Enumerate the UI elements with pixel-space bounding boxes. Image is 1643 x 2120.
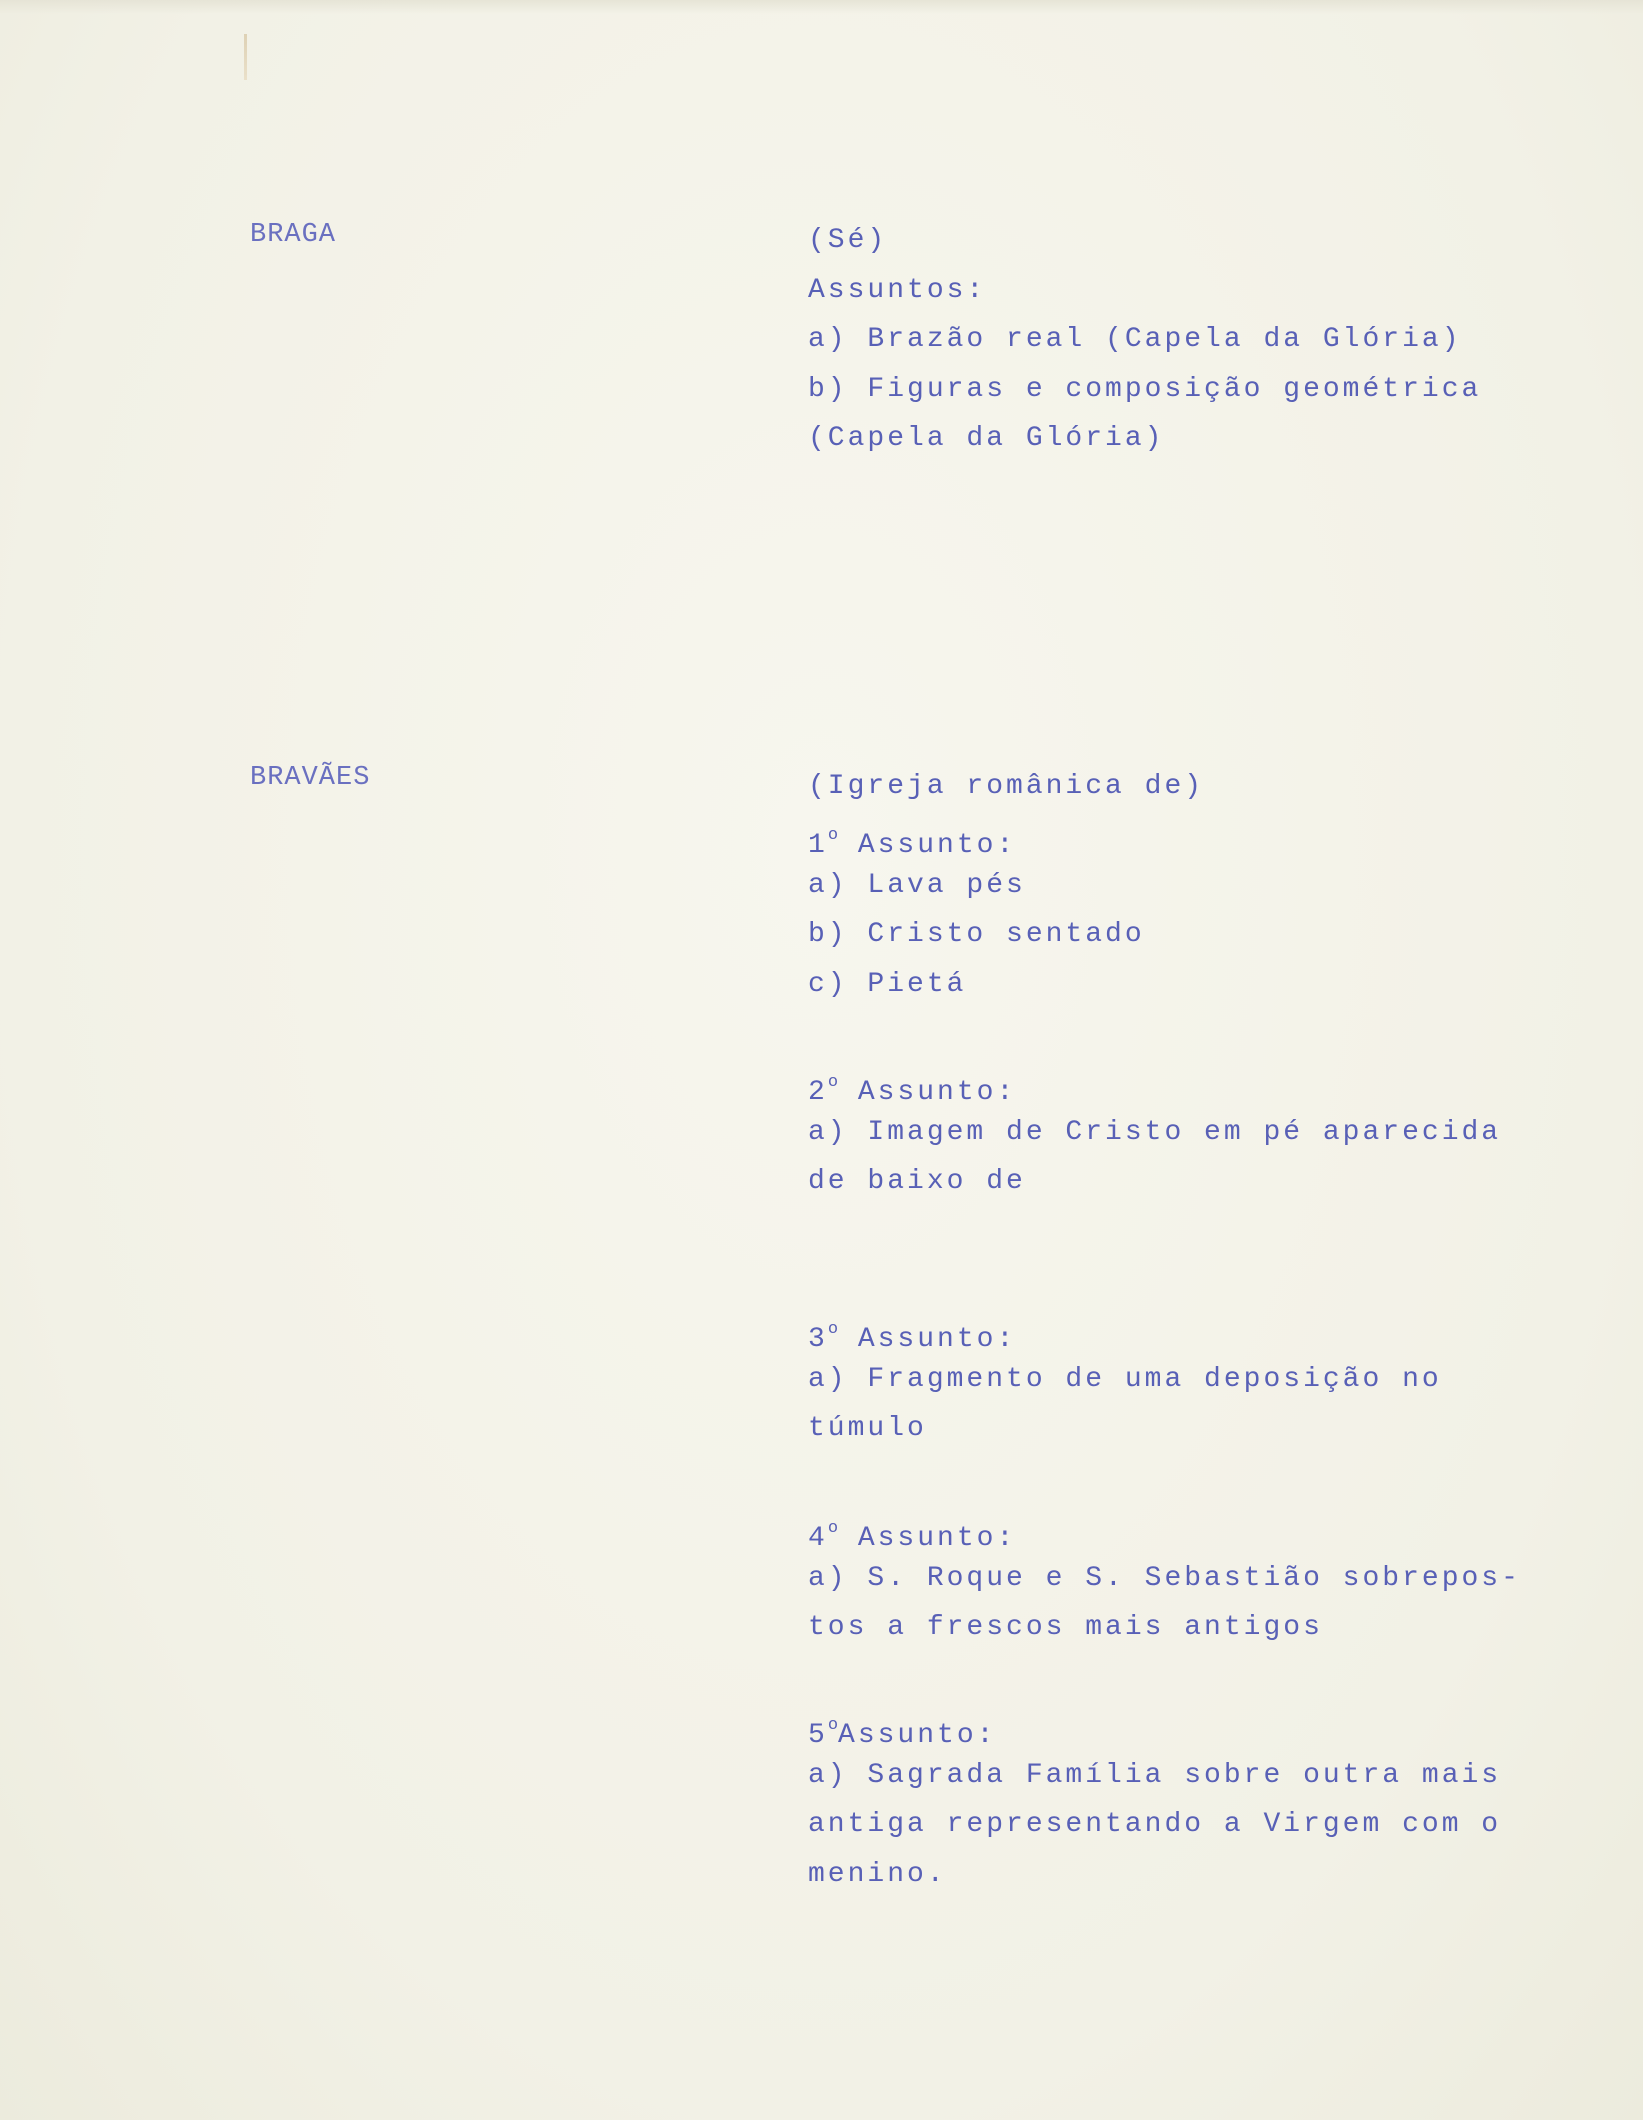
bravaes-intro-block bbox=[808, 762, 1568, 812]
subject-3-header bbox=[808, 1305, 1568, 1355]
heading-braga: BRAGA bbox=[250, 220, 337, 250]
subject-2-ordinal: o bbox=[827, 1073, 839, 1092]
braga-entries bbox=[808, 216, 1568, 464]
subject-2-label: Assunto: bbox=[857, 1077, 1017, 1108]
subject-2-item-a: a) Imagem de Cristo em pé aparecida bbox=[808, 1116, 1502, 1148]
page-top-edge bbox=[0, 0, 1643, 14]
paper-mark bbox=[244, 34, 247, 80]
subject-5-item-a: a) Sagrada Família sobre outra mais bbox=[808, 1759, 1502, 1791]
subject-5-item-a-continued: antiga representando a Virgem com o bbox=[808, 1809, 1502, 1840]
subject-2 bbox=[808, 1058, 1568, 1207]
subject-1-header bbox=[808, 811, 1568, 861]
subject-1-ordinal: o bbox=[827, 826, 839, 845]
heading-bravaes: BRAVÃES bbox=[250, 763, 371, 793]
subject-4-ordinal: o bbox=[827, 1519, 839, 1538]
subject-4 bbox=[808, 1504, 1568, 1653]
subject-4-item-a: a) S. Roque e S. Sebastião sobrepos- bbox=[808, 1562, 1521, 1594]
subject-1-item-a: a) Lava pés bbox=[808, 869, 1026, 901]
subject-3-number: 3 bbox=[808, 1324, 828, 1355]
subject-1-item-b: b) Cristo sentado bbox=[808, 919, 1145, 950]
subject-5-header bbox=[808, 1701, 1568, 1751]
subject-5 bbox=[808, 1701, 1568, 1899]
bravaes-location: (Igreja românica de) bbox=[808, 771, 1205, 802]
subject-1-number: 1 bbox=[808, 830, 828, 861]
braga-item-a: a) Brazão real (Capela da Glória) bbox=[808, 324, 1462, 355]
subject-2-header bbox=[808, 1058, 1568, 1108]
subject-1 bbox=[808, 811, 1568, 1009]
subject-4-number: 4 bbox=[808, 1523, 828, 1554]
subject-3-item-a-continued: túmulo bbox=[808, 1413, 927, 1444]
subject-1-item-c: c) Pietá bbox=[808, 968, 967, 1000]
braga-location: (Sé) bbox=[808, 225, 888, 256]
braga-item-b: b) Figuras e composição geométrica bbox=[808, 373, 1482, 405]
subject-3-label: Assunto: bbox=[857, 1324, 1017, 1355]
subject-2-item-a-continued: de baixo de bbox=[808, 1166, 1026, 1197]
subject-4-label: Assunto: bbox=[857, 1523, 1017, 1554]
subject-5-number: 5 bbox=[808, 1720, 828, 1751]
subject-4-header bbox=[808, 1504, 1568, 1554]
subject-2-number: 2 bbox=[808, 1077, 828, 1108]
subject-1-label: Assunto: bbox=[857, 830, 1017, 861]
subject-3-item-a: a) Fragmento de uma deposição no bbox=[808, 1363, 1442, 1395]
subject-3 bbox=[808, 1305, 1568, 1454]
subject-5-ordinal: o bbox=[827, 1716, 839, 1735]
subject-5-item-a-end: menino. bbox=[808, 1858, 947, 1890]
subject-4-item-a-continued: tos a frescos mais antigos bbox=[808, 1612, 1323, 1643]
subject-3-ordinal: o bbox=[827, 1320, 839, 1339]
braga-item-b-continued: (Capela da Glória) bbox=[808, 423, 1165, 454]
subject-5-label: Assunto: bbox=[838, 1720, 997, 1751]
braga-subjects-label: Assuntos: bbox=[808, 274, 987, 306]
